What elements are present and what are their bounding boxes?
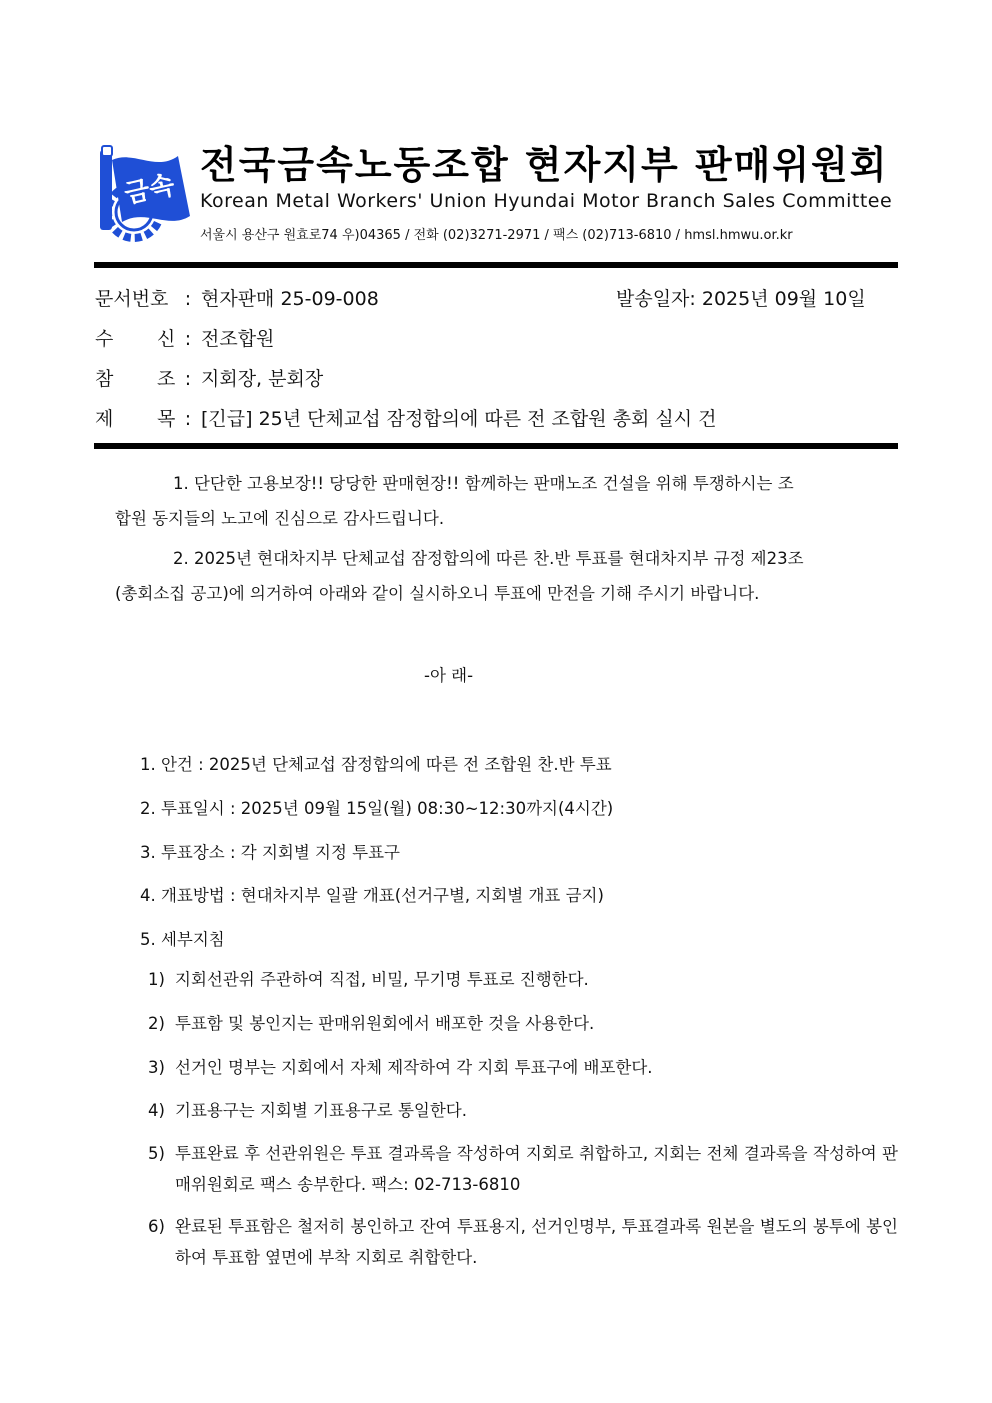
list-item: 3. 투표장소 : 각 지회별 지정 투표구	[140, 843, 400, 862]
doc-number-label: 문서번호	[95, 288, 169, 310]
org-title: 전국금속노동조합 현자지부 판매위원회	[200, 143, 889, 187]
sub-list-item: 4) 기표용구는 지회별 기표용구로 통일한다.	[148, 1101, 467, 1120]
colon: :	[184, 408, 192, 430]
subject: [긴급] 25년 단체교섭 잠정합의에 따른 전 조합원 총회 실시 건	[201, 408, 717, 430]
colon: :	[184, 288, 192, 310]
doc-number-row	[95, 284, 379, 311]
issue-date: 발송일자: 2025년 09월 10일	[616, 288, 866, 310]
list-item: 2. 투표일시 : 2025년 09월 15일(월) 08:30~12:30까지(4시간)	[140, 799, 614, 818]
colon: :	[184, 328, 192, 350]
section-heading: -아 래-	[424, 666, 474, 685]
list-item: 4. 개표방법 : 현대차지부 일괄 개표(선거구별, 지회별 개표 금지)	[140, 886, 604, 905]
sub-list-item: 2) 투표함 및 봉인지는 판매위원회에서 배포한 것을 사용한다.	[148, 1014, 595, 1033]
sub-list-item: 1) 지회선관위 주관하여 직접, 비밀, 무기명 투표로 진행한다.	[148, 970, 589, 989]
sub-list-item: 5) 투표완료 후 선관위원은 투표 결과록을 작성하여 지회로 취합하고, 지회는 전체 결과록을 작성하여 판매위원회로 팩스 송부한다. 팩스: 02-713-6810	[148, 1144, 898, 1194]
colon: :	[184, 368, 192, 390]
list-item: 1. 안건 : 2025년 단체교섭 잠정합의에 따른 전 조합원 찬.반 투표	[140, 755, 612, 774]
recipient: 전조합원	[201, 328, 275, 350]
logo-text: 금속	[121, 170, 178, 210]
doc-number: 현자판매 25-09-008	[201, 288, 379, 310]
paragraph-1: 1. 단단한 고용보장!! 당당한 판매현장!! 함께하는 판매노조 건설을 위해 투쟁하시는 조 합원 동지들의 노고에 진심으로 감사드립니다.	[115, 474, 794, 528]
subject-label: 제 목	[95, 408, 176, 430]
recipient-label: 수 신	[95, 328, 176, 350]
org-title-english: Korean Metal Workers' Union Hyundai Motor Branch Sales Committee	[200, 190, 893, 212]
sub-list-item: 6) 완료된 투표함은 철저히 봉인하고 잔여 투표용지, 선거인명부, 투표결과록 원본을 별도의 봉투에 봉인하여 투표함 옆면에 부착 지회로 취합한다.	[148, 1217, 898, 1267]
org-address: 서울시 용산구 원효로74 우)04365 / 전화 (02)3271-2971 / 팩스 (02)713-6810 / hmsl.hmwu.or.kr	[200, 228, 793, 243]
list-item: 5. 세부지침	[140, 930, 225, 949]
header-rule-bottom	[94, 443, 898, 449]
union-logo	[94, 142, 196, 244]
sub-list-item: 3) 선거인 명부는 지회에서 자체 제작하여 각 지회 투표구에 배포한다.	[148, 1058, 653, 1077]
hammer-handle-icon	[100, 150, 112, 230]
paragraph-2: 2. 2025년 현대차지부 단체교섭 잠정합의에 따른 찬.반 투표를 현대차지부 규정 제23조 (총회소집 공고)에 의거하여 아래와 같이 실시하오니 투표에 만전을 기해 주시기 바랍니다.	[115, 549, 804, 603]
recipient-row	[95, 324, 274, 351]
reference-label: 참 조	[95, 368, 176, 390]
subject-row	[95, 404, 717, 431]
reference: 지회장, 분회장	[201, 368, 324, 390]
header-rule-top	[94, 262, 898, 268]
reference-row	[95, 364, 323, 391]
